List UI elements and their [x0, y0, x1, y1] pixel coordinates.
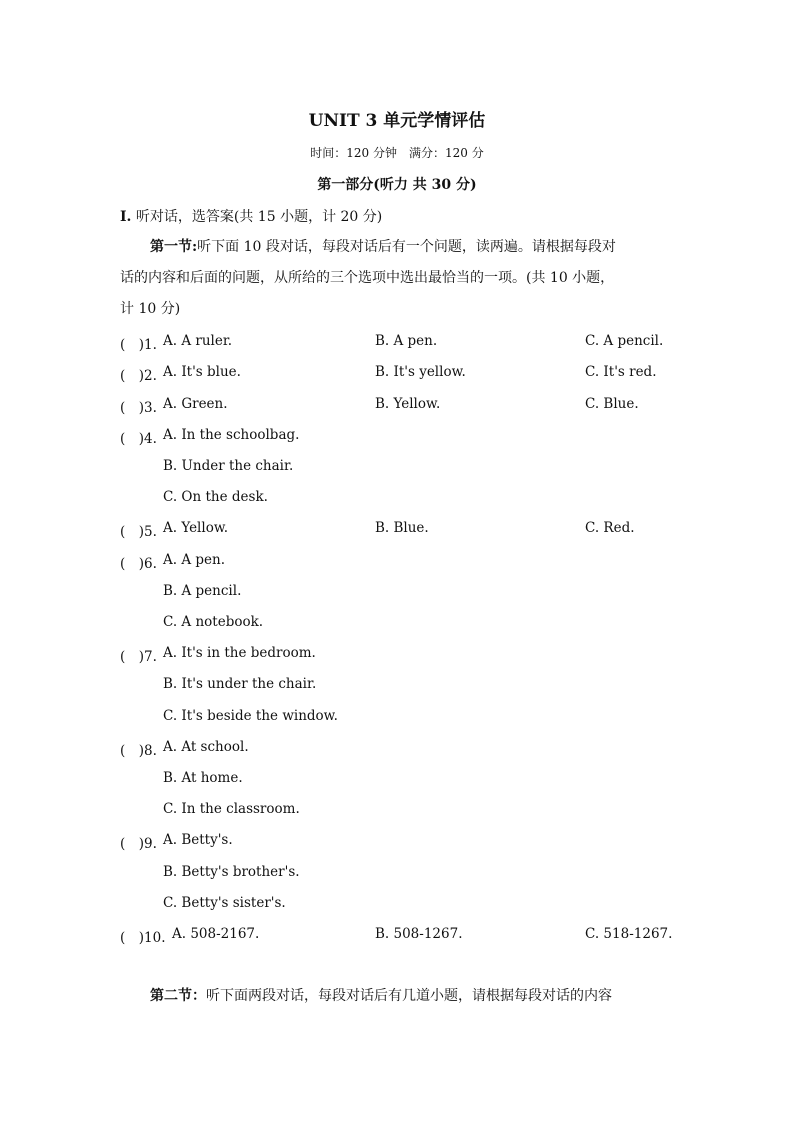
question-number: ( )8. — [120, 743, 157, 759]
subsection-2-text: 听下面两段对话，每段对话后有几道小题，请根据每段对话的内容 — [206, 988, 612, 1004]
option-a: A. Green. — [163, 396, 228, 412]
option-c: C. A pencil. — [585, 333, 664, 349]
option-a: A. Betty's. — [163, 832, 233, 848]
question-number: ( )2. — [120, 368, 157, 384]
section-number: Ⅰ. — [120, 209, 132, 225]
instructions-line-3: 计 10 分) — [120, 301, 181, 317]
question-number: ( )10. — [120, 930, 166, 946]
section-heading-text: 听对话，选答案(共 15 小题，计 20 分) — [135, 209, 383, 225]
page-title: UNIT 3 单元学情评估 — [308, 111, 486, 131]
instructions-line-1: 听下面 10 段对话，每段对话后有一个问题，读两遍。请根据每段对 — [197, 239, 616, 255]
question-number: ( )4. — [120, 431, 157, 447]
option-c: C. 518-1267. — [585, 926, 673, 942]
option-b: B. Under the chair. — [163, 458, 294, 474]
option-c: C. Betty's sister's. — [163, 895, 286, 911]
question-number: ( )6. — [120, 556, 157, 572]
option-b: B. 508-1267. — [375, 926, 463, 942]
option-a: A. At school. — [163, 739, 249, 755]
section-heading — [120, 206, 382, 226]
option-c: C. In the classroom. — [163, 801, 300, 817]
question-number: ( )9. — [120, 836, 157, 852]
option-c: C. Red. — [585, 520, 635, 536]
option-b: B. Betty's brother's. — [163, 864, 300, 880]
option-c: C. Blue. — [585, 396, 639, 412]
option-a: A. It's blue. — [163, 364, 241, 380]
exam-meta: 时间：120 分钟 满分：120 分 — [310, 146, 484, 160]
option-c: C. A notebook. — [163, 614, 264, 630]
option-b: B. Yellow. — [375, 396, 441, 412]
option-a: A. Yellow. — [163, 520, 229, 536]
subsection-label: 第一节: — [150, 239, 198, 255]
question-number: ( )1. — [120, 337, 157, 353]
option-c: C. On the desk. — [163, 489, 268, 505]
option-b: B. Blue. — [375, 520, 429, 536]
option-a: A. It's in the bedroom. — [163, 645, 316, 661]
option-a: A. A pen. — [163, 552, 225, 568]
option-b: B. A pen. — [375, 333, 438, 349]
option-a: A. 508-2167. — [172, 926, 260, 942]
instructions-line-2: 话的内容和后面的问题，从所给的三个选项中选出最恰当的一项。(共 10 小题， — [120, 270, 615, 286]
subsection-2-instructions — [150, 985, 612, 1005]
question-number: ( )7. — [120, 649, 157, 665]
option-b: B. A pencil. — [163, 583, 242, 599]
option-a: A. A ruler. — [163, 333, 233, 349]
option-b: B. At home. — [163, 770, 243, 786]
option-b: B. It's under the chair. — [163, 676, 317, 692]
instructions — [120, 232, 680, 325]
question-number: ( )3. — [120, 400, 157, 416]
option-c: C. It's beside the window. — [163, 708, 338, 724]
option-b: B. It's yellow. — [375, 364, 466, 380]
part-heading: 第一部分(听力 共 30 分) — [317, 177, 477, 193]
question-number: ( )5. — [120, 524, 157, 540]
subsection-2-label: 第二节： — [150, 988, 206, 1004]
option-a: A. In the schoolbag. — [163, 427, 300, 443]
option-c: C. It's red. — [585, 364, 657, 380]
